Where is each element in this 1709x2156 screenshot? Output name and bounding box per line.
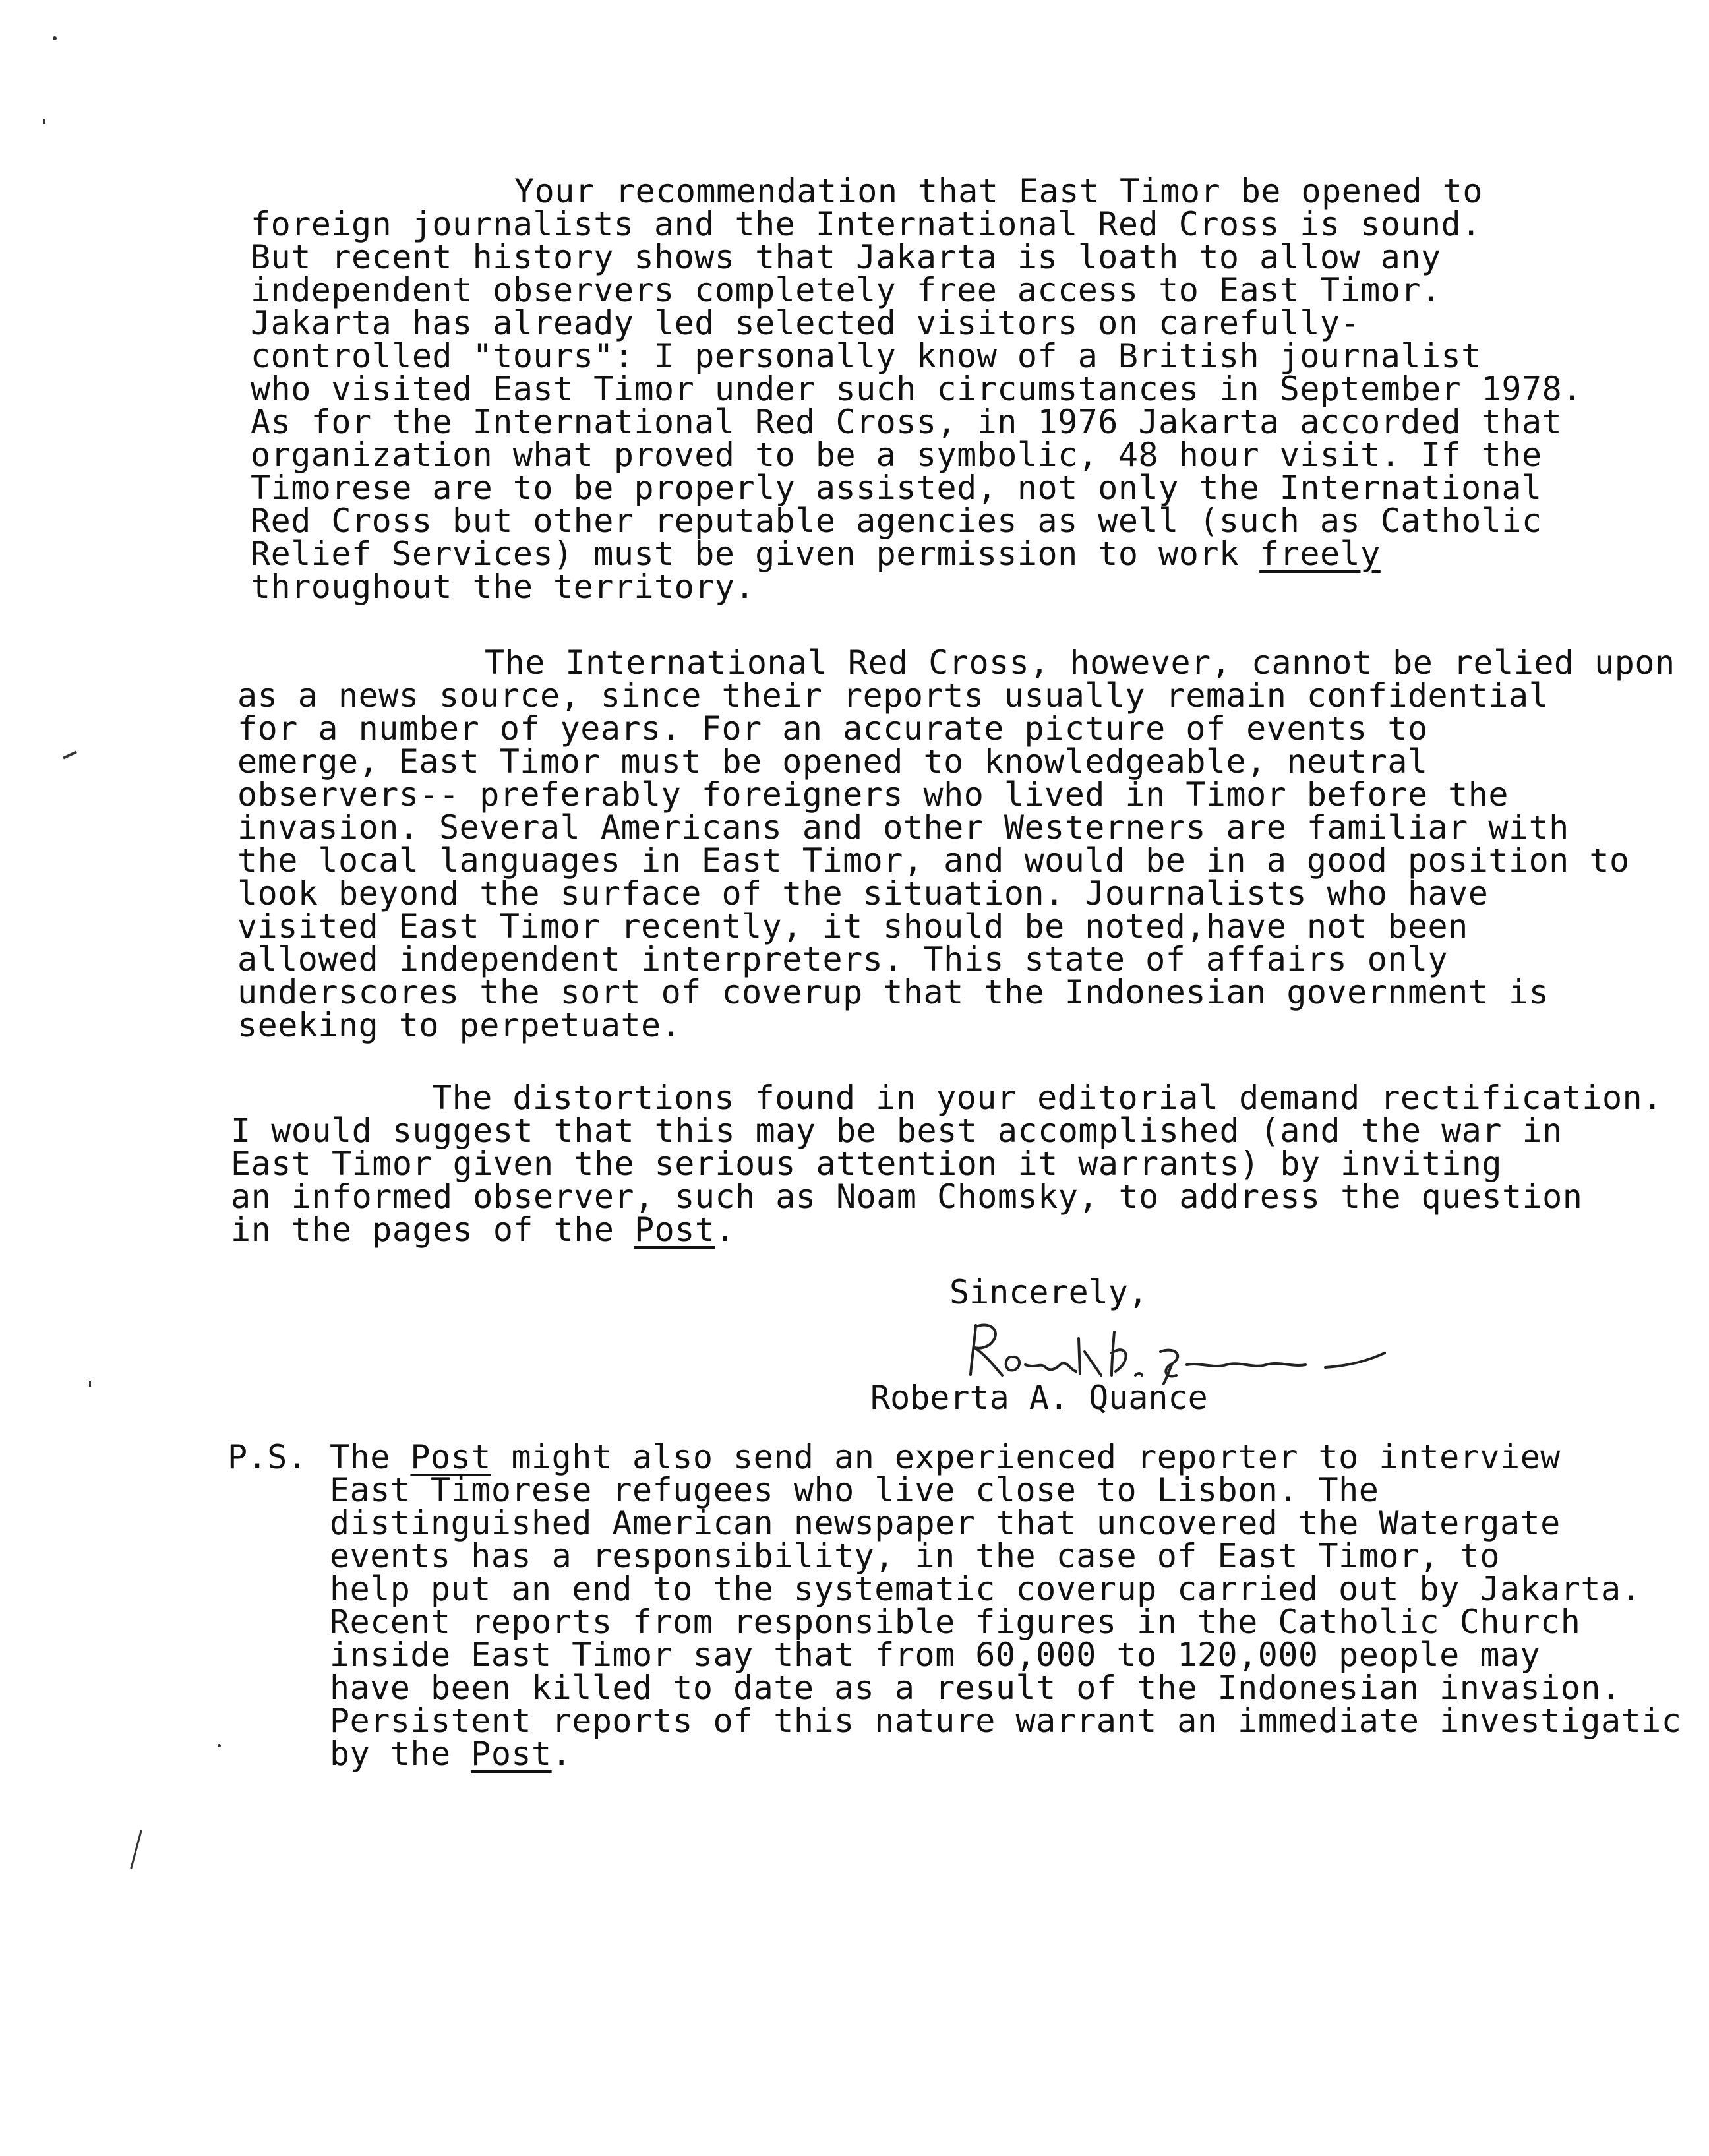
text-line: allowed independent interpreters. This state of affairs only [237,940,1449,978]
text-line: foreign journalists and the International Red Cross is sound. [251,205,1482,243]
post-underlined: Post [471,1735,552,1773]
text-line: As for the International Red Cross, in 1976 Jakarta accorded that [251,403,1563,441]
emphasis-underlined: freely [1259,535,1381,573]
post-underlined: Post [410,1438,491,1476]
text-line: visited East Timor recently, it should be noted,have not been [237,907,1468,945]
scan-speck [89,1381,91,1387]
text-line: an informed observer, such as Noam Chomsky, to address the question [231,1178,1583,1216]
text-line: But recent history shows that Jakarta is loath to allow any [251,238,1441,276]
text-span: . [551,1735,572,1773]
scan-speck [43,119,45,124]
text-line: independent observers completely free access to East Timor. [251,271,1441,309]
text-line: the local languages in East Timor, and would be in a good position to [237,841,1630,880]
text-span: by the [330,1735,471,1773]
text-line: have been killed to date as a result of the Indonesian invasion. [330,1669,1621,1707]
text-line: Red Cross but other reputable agencies as well (such as Catholic [251,502,1542,540]
closing: Sincerely, [949,1273,1149,1311]
text-line: for a number of years. For an accurate picture of events to [237,709,1428,748]
text-line: East Timorese refugees who live close to Lisbon. The [330,1471,1379,1509]
text-line [251,535,1381,573]
scan-speck [63,751,77,760]
text-line: I would suggest that this may be best accomplished (and the war in [231,1112,1563,1150]
text-line: Timorese are to be properly assisted, not only the International [251,469,1542,507]
text-line [231,1211,736,1249]
text-line: as a news source, since their reports usually remain confidential [237,676,1549,715]
text-span: Relief Services) must be given permission to work [251,535,1260,573]
text-line: seeking to perpetuate. [237,1006,682,1044]
text-line: Your recommendation that East Timor be opened to [514,172,1483,210]
text-line: Persistent reports of this nature warrant an immediate investigatic [330,1702,1682,1740]
text-line: East Timor given the serious attention it warrants) by inviting [231,1145,1502,1183]
text-line: underscores the sort of coverup that the Indonesian government is [237,973,1549,1011]
scan-speck [53,36,57,40]
text-line: Jakarta has already led selected visitors on carefully- [251,304,1361,342]
text-line: distinguished American newspaper that uncovered the Watergate [330,1504,1561,1542]
text-line: controlled "tours": I personally know of a British journalist [251,337,1482,375]
text-span: might also send an experienced reporter to interview [491,1438,1561,1476]
post-underlined: Post [634,1211,715,1249]
text-line: events has a responsibility, in the case of East Timor, to [330,1537,1500,1575]
text-line: Recent reports from responsible figures in the Catholic Church [330,1603,1581,1641]
text-line: throughout the territory. [251,568,756,606]
ps-label: P.S. [227,1438,307,1476]
handwritten-signature [963,1312,1398,1385]
text-line: inside East Timor say that from 60,000 to 120,000 people may [330,1636,1541,1674]
text-line: who visited East Timor under such circumstances in September 1978. [251,370,1582,408]
text-span: in the pages of the [231,1211,635,1249]
text-span: . [715,1211,736,1249]
text-line: invasion. Several Americans and other Westerners are familiar with [237,808,1569,847]
signer-name: Roberta A. Quance [870,1379,1208,1417]
text-span: The [330,1438,411,1476]
text-line: help put an end to the systematic coverup carried out by Jakarta. [330,1570,1642,1608]
text-line [330,1438,1561,1476]
scan-speck [218,1744,221,1747]
text-line: look beyond the surface of the situation. Journalists who have [237,874,1489,913]
text-line: organization what proved to be a symbolic, 48 hour visit. If the [251,436,1542,474]
text-line: observers-- preferably foreigners who lived in Timor before the [237,775,1509,814]
text-line: The distortions found in your editorial demand rectification. [432,1079,1663,1117]
text-line [330,1735,572,1773]
scan-speck [130,1830,142,1869]
text-line: The International Red Cross, however, cannot be relied upon [485,644,1675,682]
text-line: emerge, East Timor must be opened to knowledgeable, neutral [237,742,1428,781]
